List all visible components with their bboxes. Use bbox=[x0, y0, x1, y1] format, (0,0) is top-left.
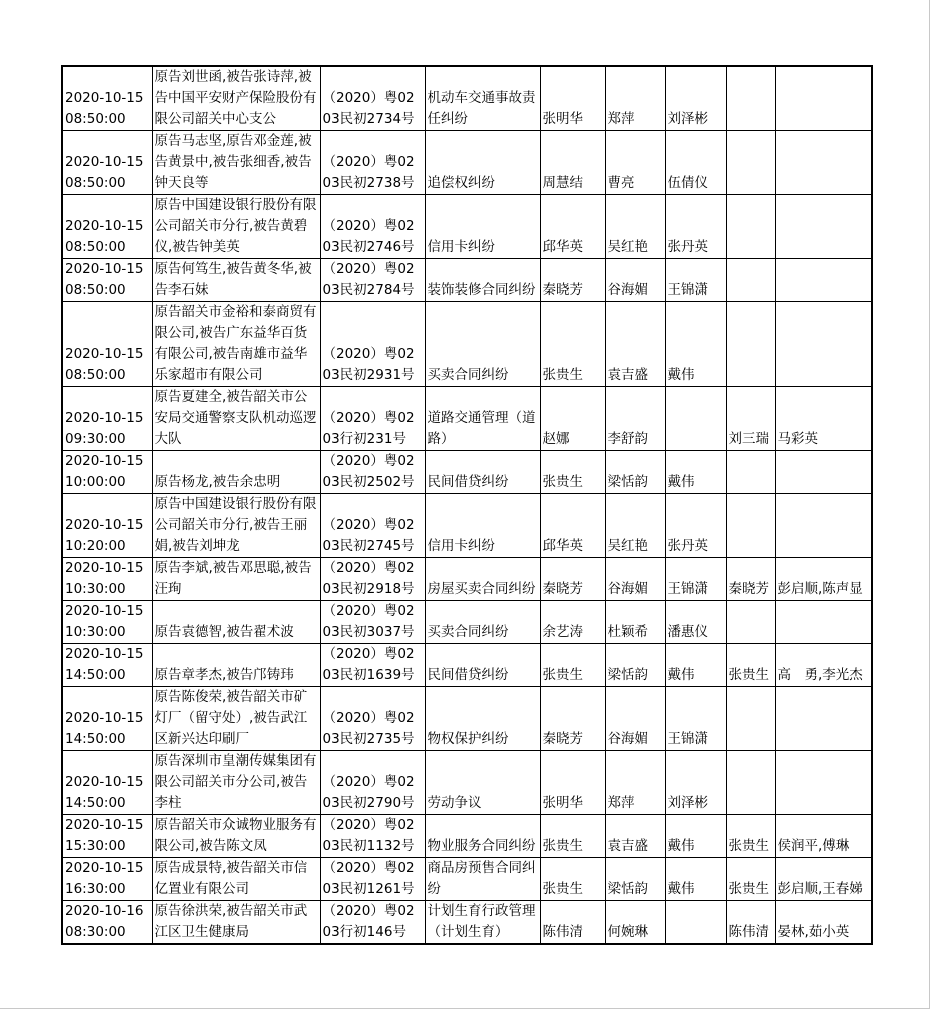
extra-members-cell: 彭启顺,陈声显 bbox=[775, 558, 872, 601]
hearing-time-cell: 2020-10-15 08:50:00 bbox=[62, 131, 152, 195]
assessor-cell: 戴伟 bbox=[665, 644, 726, 687]
case-cause-cell: 劳动争议 bbox=[425, 751, 540, 815]
assessor-cell: 王锦潇 bbox=[665, 687, 726, 751]
judge-cell: 邱华英 bbox=[540, 195, 605, 259]
hearing-time-cell: 2020-10-15 10:00:00 bbox=[62, 451, 152, 494]
clerk-cell: 梁恬韵 bbox=[605, 644, 665, 687]
clerk-cell: 吴红艳 bbox=[605, 195, 665, 259]
parties-cell: 原告刘世函,被告张诗萍,被告中国平安财产保险股份有限公司韶关中心支公 bbox=[152, 66, 320, 131]
assessor-cell: 王锦潇 bbox=[665, 558, 726, 601]
parties-cell: 原告成景特,被告韶关市信亿置业有限公司 bbox=[152, 858, 320, 901]
extra-judge-cell bbox=[726, 494, 775, 558]
parties-cell: 原告马志坚,原告邓金莲,被告黄景中,被告张细香,被告钟天良等 bbox=[152, 131, 320, 195]
parties-cell: 原告杨龙,被告余忠明 bbox=[152, 451, 320, 494]
extra-judge-cell bbox=[726, 751, 775, 815]
case-cause-cell: 买卖合同纠纷 bbox=[425, 302, 540, 387]
case-cause-cell: 追偿权纠纷 bbox=[425, 131, 540, 195]
parties-cell: 原告深圳市皇潮传媒集团有限公司韶关市分公司,被告李柱 bbox=[152, 751, 320, 815]
table-row bbox=[62, 387, 872, 451]
case-number-cell: （2020）粤0203民初2746号 bbox=[320, 195, 425, 259]
clerk-cell: 谷海媚 bbox=[605, 259, 665, 302]
hearing-time-cell: 2020-10-16 08:30:00 bbox=[62, 901, 152, 945]
extra-judge-cell bbox=[726, 66, 775, 131]
table-row bbox=[62, 302, 872, 387]
case-number-cell: （2020）粤0203民初2738号 bbox=[320, 131, 425, 195]
extra-members-cell: 马彩英 bbox=[775, 387, 872, 451]
case-number-cell: （2020）粤0203民初2790号 bbox=[320, 751, 425, 815]
case-number-cell: （2020）粤0203民初2502号 bbox=[320, 451, 425, 494]
case-cause-cell: 计划生育行政管理（计划生育） bbox=[425, 901, 540, 945]
assessor-cell: 戴伟 bbox=[665, 302, 726, 387]
assessor-cell: 戴伟 bbox=[665, 451, 726, 494]
table-row bbox=[62, 494, 872, 558]
clerk-cell: 袁吉盛 bbox=[605, 302, 665, 387]
extra-judge-cell: 秦晓芳 bbox=[726, 558, 775, 601]
extra-judge-cell bbox=[726, 687, 775, 751]
extra-members-cell bbox=[775, 195, 872, 259]
clerk-cell: 曹亮 bbox=[605, 131, 665, 195]
hearing-time-cell: 2020-10-15 08:50:00 bbox=[62, 302, 152, 387]
clerk-cell: 何婉琳 bbox=[605, 901, 665, 945]
table-row bbox=[62, 131, 872, 195]
extra-judge-cell bbox=[726, 259, 775, 302]
hearing-schedule-table bbox=[61, 65, 873, 945]
case-cause-cell: 商品房预售合同纠纷 bbox=[425, 858, 540, 901]
table-row bbox=[62, 751, 872, 815]
judge-cell: 邱华英 bbox=[540, 494, 605, 558]
extra-members-cell bbox=[775, 66, 872, 131]
hearing-time-cell: 2020-10-15 15:30:00 bbox=[62, 815, 152, 858]
parties-cell: 原告章孝杰,被告邝铸玮 bbox=[152, 644, 320, 687]
hearing-time-cell: 2020-10-15 08:50:00 bbox=[62, 195, 152, 259]
judge-cell: 秦晓芳 bbox=[540, 558, 605, 601]
clerk-cell: 郑萍 bbox=[605, 66, 665, 131]
extra-members-cell: 彭启顺,王春娣 bbox=[775, 858, 872, 901]
case-cause-cell: 机动车交通事故责任纠纷 bbox=[425, 66, 540, 131]
assessor-cell: 刘泽彬 bbox=[665, 751, 726, 815]
parties-cell: 原告中国建设银行股份有限公司韶关市分行,被告黄碧仪,被告钟美英 bbox=[152, 195, 320, 259]
extra-members-cell bbox=[775, 451, 872, 494]
case-number-cell: （2020）粤0203行初231号 bbox=[320, 387, 425, 451]
extra-members-cell bbox=[775, 601, 872, 644]
clerk-cell: 梁恬韵 bbox=[605, 858, 665, 901]
extra-members-cell bbox=[775, 259, 872, 302]
extra-judge-cell bbox=[726, 195, 775, 259]
case-number-cell: （2020）粤0203民初2745号 bbox=[320, 494, 425, 558]
parties-cell: 原告夏建全,被告韶关市公安局交通警察支队机动巡逻大队 bbox=[152, 387, 320, 451]
extra-judge-cell: 张贵生 bbox=[726, 858, 775, 901]
judge-cell: 张贵生 bbox=[540, 302, 605, 387]
parties-cell: 原告何笃生,被告黄冬华,被告李石妹 bbox=[152, 259, 320, 302]
table-row bbox=[62, 815, 872, 858]
hearing-time-cell: 2020-10-15 16:30:00 bbox=[62, 858, 152, 901]
judge-cell: 张明华 bbox=[540, 751, 605, 815]
clerk-cell: 梁恬韵 bbox=[605, 451, 665, 494]
table-row bbox=[62, 601, 872, 644]
assessor-cell bbox=[665, 387, 726, 451]
case-cause-cell: 物业服务合同纠纷 bbox=[425, 815, 540, 858]
judge-cell: 周慧结 bbox=[540, 131, 605, 195]
hearing-time-cell: 2020-10-15 14:50:00 bbox=[62, 687, 152, 751]
clerk-cell: 谷海媚 bbox=[605, 687, 665, 751]
judge-cell: 张贵生 bbox=[540, 815, 605, 858]
table-row bbox=[62, 901, 872, 945]
case-cause-cell: 物权保护纠纷 bbox=[425, 687, 540, 751]
assessor-cell bbox=[665, 901, 726, 945]
case-number-cell: （2020）粤0203民初1132号 bbox=[320, 815, 425, 858]
table-row bbox=[62, 195, 872, 259]
case-cause-cell: 信用卡纠纷 bbox=[425, 195, 540, 259]
case-cause-cell: 民间借贷纠纷 bbox=[425, 644, 540, 687]
parties-cell: 原告李斌,被告邓思聪,被告汪珣 bbox=[152, 558, 320, 601]
case-number-cell: （2020）粤0203民初1261号 bbox=[320, 858, 425, 901]
table-row bbox=[62, 687, 872, 751]
extra-judge-cell bbox=[726, 131, 775, 195]
judge-cell: 张明华 bbox=[540, 66, 605, 131]
clerk-cell: 袁吉盛 bbox=[605, 815, 665, 858]
assessor-cell: 戴伟 bbox=[665, 858, 726, 901]
judge-cell: 张贵生 bbox=[540, 451, 605, 494]
judge-cell: 秦晓芳 bbox=[540, 259, 605, 302]
hearing-time-cell: 2020-10-15 08:50:00 bbox=[62, 259, 152, 302]
extra-members-cell: 侯润平,傅琳 bbox=[775, 815, 872, 858]
hearing-time-cell: 2020-10-15 08:50:00 bbox=[62, 66, 152, 131]
clerk-cell: 李舒韵 bbox=[605, 387, 665, 451]
extra-members-cell bbox=[775, 687, 872, 751]
clerk-cell: 吴红艳 bbox=[605, 494, 665, 558]
extra-judge-cell bbox=[726, 601, 775, 644]
assessor-cell: 戴伟 bbox=[665, 815, 726, 858]
judge-cell: 赵娜 bbox=[540, 387, 605, 451]
case-number-cell: （2020）粤0203民初2735号 bbox=[320, 687, 425, 751]
parties-cell: 原告韶关市金裕和泰商贸有限公司,被告广东益华百货有限公司,被告南雄市益华乐家超市有限公司 bbox=[152, 302, 320, 387]
clerk-cell: 郑萍 bbox=[605, 751, 665, 815]
case-cause-cell: 装饰装修合同纠纷 bbox=[425, 259, 540, 302]
extra-judge-cell bbox=[726, 451, 775, 494]
assessor-cell: 张丹英 bbox=[665, 494, 726, 558]
parties-cell: 原告徐洪荣,被告韶关市武江区卫生健康局 bbox=[152, 901, 320, 945]
hearing-time-cell: 2020-10-15 10:30:00 bbox=[62, 558, 152, 601]
assessor-cell: 王锦潇 bbox=[665, 259, 726, 302]
case-number-cell: （2020）粤0203民初2734号 bbox=[320, 66, 425, 131]
case-cause-cell: 房屋买卖合同纠纷 bbox=[425, 558, 540, 601]
hearing-time-cell: 2020-10-15 10:30:00 bbox=[62, 601, 152, 644]
case-cause-cell: 信用卡纠纷 bbox=[425, 494, 540, 558]
extra-members-cell bbox=[775, 131, 872, 195]
extra-judge-cell: 陈伟清 bbox=[726, 901, 775, 945]
extra-members-cell bbox=[775, 302, 872, 387]
case-number-cell: （2020）粤0203行初146号 bbox=[320, 901, 425, 945]
parties-cell: 原告韶关市众诚物业服务有限公司,被告陈文凤 bbox=[152, 815, 320, 858]
parties-cell: 原告袁德智,被告翟术波 bbox=[152, 601, 320, 644]
extra-members-cell bbox=[775, 494, 872, 558]
table-row bbox=[62, 259, 872, 302]
extra-judge-cell: 张贵生 bbox=[726, 815, 775, 858]
table-row bbox=[62, 558, 872, 601]
judge-cell: 秦晓芳 bbox=[540, 687, 605, 751]
table-row bbox=[62, 858, 872, 901]
extra-members-cell bbox=[775, 751, 872, 815]
assessor-cell: 刘泽彬 bbox=[665, 66, 726, 131]
hearing-time-cell: 2020-10-15 14:50:00 bbox=[62, 644, 152, 687]
case-number-cell: （2020）粤0203民初2931号 bbox=[320, 302, 425, 387]
extra-judge-cell bbox=[726, 302, 775, 387]
assessor-cell: 潘惠仪 bbox=[665, 601, 726, 644]
parties-cell: 原告陈俊荣,被告韶关市矿灯厂（留守处）,被告武江区新兴达印刷厂 bbox=[152, 687, 320, 751]
extra-judge-cell: 张贵生 bbox=[726, 644, 775, 687]
hearing-time-cell: 2020-10-15 10:20:00 bbox=[62, 494, 152, 558]
extra-judge-cell: 刘三瑞 bbox=[726, 387, 775, 451]
judge-cell: 陈伟清 bbox=[540, 901, 605, 945]
case-number-cell: （2020）粤0203民初1639号 bbox=[320, 644, 425, 687]
judge-cell: 张贵生 bbox=[540, 644, 605, 687]
table-row bbox=[62, 66, 872, 131]
extra-members-cell: 晏林,茹小英 bbox=[775, 901, 872, 945]
judge-cell: 张贵生 bbox=[540, 858, 605, 901]
table-row bbox=[62, 451, 872, 494]
case-number-cell: （2020）粤0203民初2918号 bbox=[320, 558, 425, 601]
clerk-cell: 杜颖希 bbox=[605, 601, 665, 644]
parties-cell: 原告中国建设银行股份有限公司韶关市分行,被告王丽娟,被告刘坤龙 bbox=[152, 494, 320, 558]
hearing-time-cell: 2020-10-15 09:30:00 bbox=[62, 387, 152, 451]
table-body bbox=[62, 66, 872, 944]
case-number-cell: （2020）粤0203民初2784号 bbox=[320, 259, 425, 302]
hearing-time-cell: 2020-10-15 14:50:00 bbox=[62, 751, 152, 815]
assessor-cell: 张丹英 bbox=[665, 195, 726, 259]
extra-members-cell: 高 勇,李光杰 bbox=[775, 644, 872, 687]
case-cause-cell: 买卖合同纠纷 bbox=[425, 601, 540, 644]
case-cause-cell: 民间借贷纠纷 bbox=[425, 451, 540, 494]
judge-cell: 余艺涛 bbox=[540, 601, 605, 644]
assessor-cell: 伍倩仪 bbox=[665, 131, 726, 195]
case-number-cell: （2020）粤0203民初3037号 bbox=[320, 601, 425, 644]
case-cause-cell: 道路交通管理（道路） bbox=[425, 387, 540, 451]
clerk-cell: 谷海媚 bbox=[605, 558, 665, 601]
table-row bbox=[62, 644, 872, 687]
